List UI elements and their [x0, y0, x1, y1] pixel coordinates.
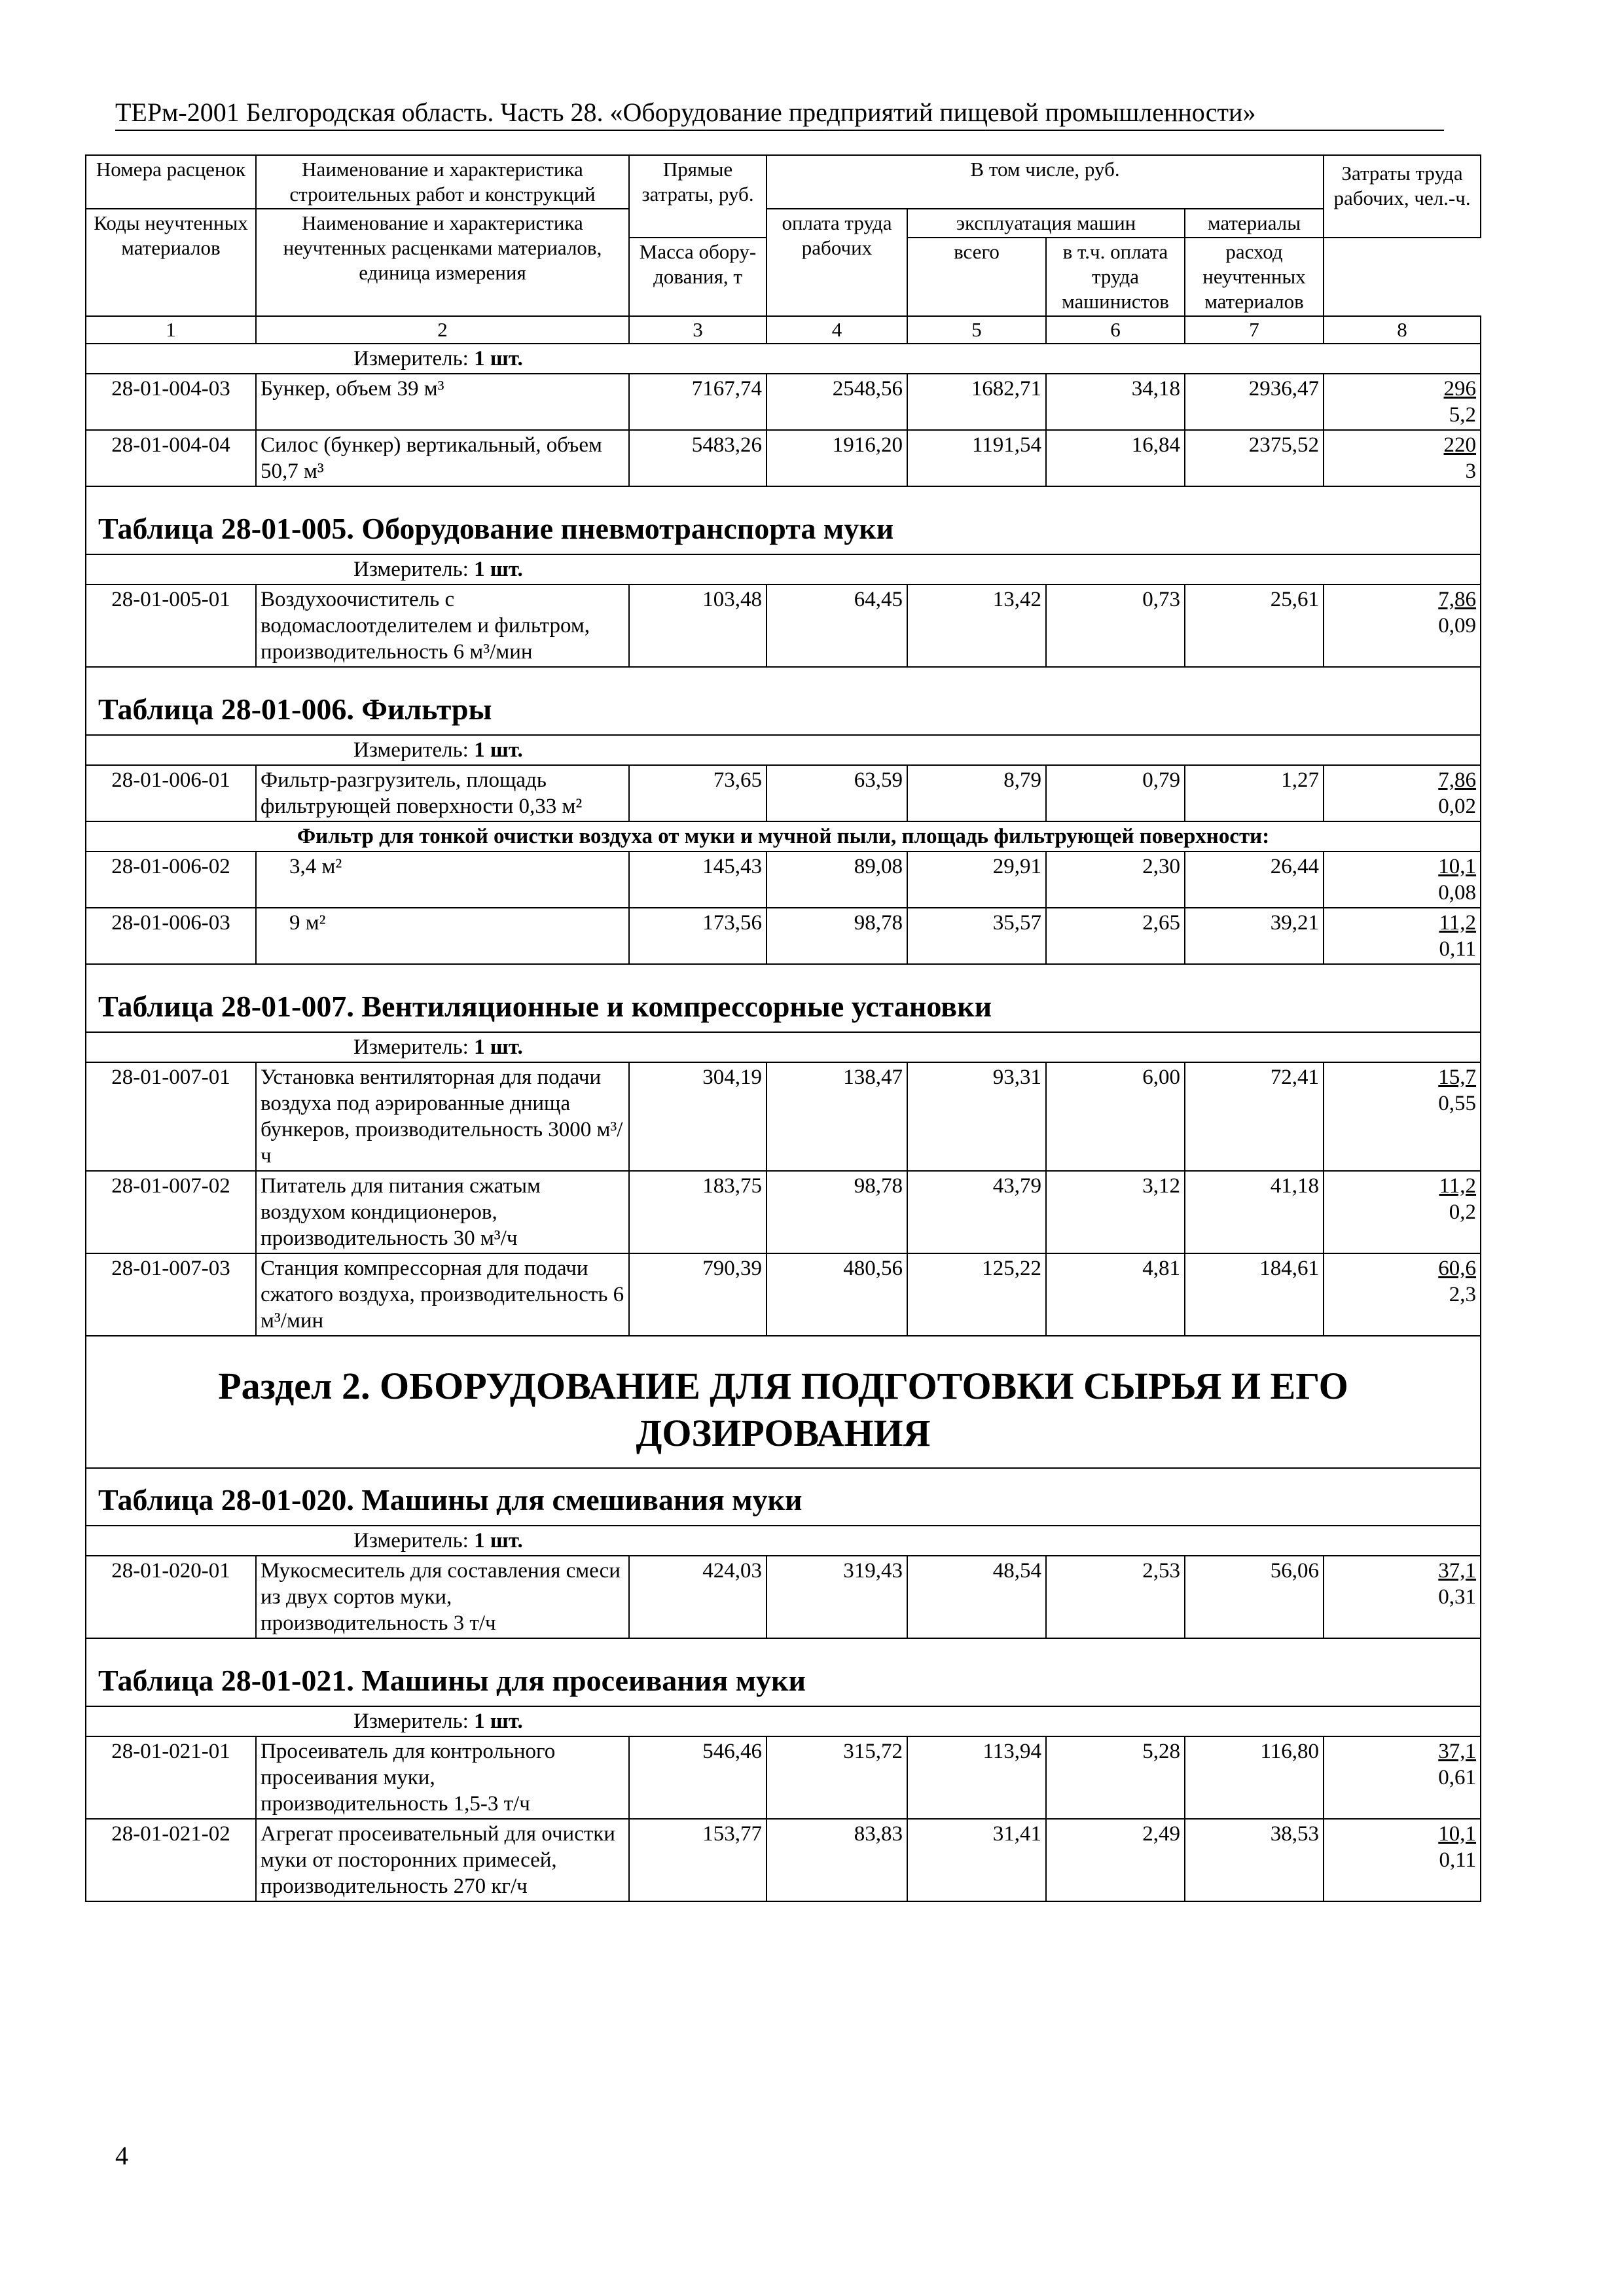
direct-costs: 103,48: [629, 584, 767, 667]
labor-hours: 7,86: [1438, 588, 1477, 611]
table-006: [86, 667, 1481, 765]
table-title: Таблица 28-01-005. Оборудование пневмотранспорта муки: [86, 486, 1481, 554]
materials-cost: 2936,47: [1185, 374, 1324, 430]
direct-costs: 7167,74: [629, 374, 767, 430]
equipment-mass: 0,2: [1449, 1200, 1477, 1224]
labor-hours-and-mass: [1324, 908, 1481, 964]
machines-cost: 43,79: [907, 1171, 1046, 1253]
measure-unit: 1 шт.: [474, 738, 523, 762]
page-number: 4: [115, 2141, 128, 2170]
column-number: 5: [907, 316, 1046, 344]
labor-cost: 64,45: [767, 584, 907, 667]
rate-code: 28-01-004-03: [86, 374, 256, 430]
rate-code: 28-01-021-02: [86, 1819, 256, 1901]
rate-name: Бункер, объем 39 м³: [256, 374, 629, 430]
labor-hours: 37,1: [1438, 1740, 1477, 1763]
header-rule: [115, 130, 1444, 131]
rate-name: Агрегат просеивательный для очистки муки от посторонних примесей, производительность 270 кг/ч: [256, 1819, 629, 1901]
direct-costs: 73,65: [629, 765, 767, 821]
machinists-cost: 3,12: [1046, 1171, 1185, 1253]
direct-costs: 424,03: [629, 1556, 767, 1638]
measure-row: [86, 1706, 1481, 1736]
direct-costs: 145,43: [629, 852, 767, 908]
measure-label: Измеритель:: [353, 1710, 475, 1733]
rate-code: 28-01-021-01: [86, 1736, 256, 1819]
labor-cost: 83,83: [767, 1819, 907, 1901]
measure-row: [86, 1526, 1481, 1556]
machines-cost: 13,42: [907, 584, 1046, 667]
equipment-mass: 0,09: [1438, 614, 1477, 637]
measure-unit: 1 шт.: [474, 1710, 523, 1733]
labor-cost: 2548,56: [767, 374, 907, 430]
machines-cost: 93,31: [907, 1062, 1046, 1171]
page-header: ТЕРм-2001 Белгородская область. Часть 28. «Оборудование предприятий пищевой промышленности»: [115, 98, 1256, 127]
labor-hours: 220: [1443, 433, 1477, 457]
table-title: Таблица 28-01-007. Вентиляционные и компрессорные установки: [86, 964, 1481, 1032]
rate-name: Установка вентиляторная для подачи воздуха под аэрированные днища бункеров, производительность 3000 м³/ч: [256, 1062, 629, 1171]
header-c6: в т.ч. оплата труда машинистов: [1046, 238, 1185, 316]
header-c8-bottom: Масса обору-дования, т: [629, 238, 767, 316]
table-row: [86, 1556, 1481, 1638]
rate-name: Мукосмеситель для составления смеси из двух сортов муки, производительность 3 т/ч: [256, 1556, 629, 1638]
materials-cost: 1,27: [1185, 765, 1324, 821]
machines-cost: 35,57: [907, 908, 1046, 964]
measure-unit: 1 шт.: [474, 1035, 523, 1059]
rate-name: Фильтр-разгрузитель, площадь фильтрующей поверхности 0,33 м²: [256, 765, 629, 821]
column-number: 1: [86, 316, 256, 344]
measure-label: Измеритель:: [353, 738, 475, 762]
rate-code: 28-01-005-01: [86, 584, 256, 667]
rate-code: 28-01-006-02: [86, 852, 256, 908]
machines-cost: 113,94: [907, 1736, 1046, 1819]
machines-cost: 31,41: [907, 1819, 1046, 1901]
column-number: 8: [1324, 316, 1481, 344]
header-group-incl: В том числе, руб.: [767, 155, 1324, 209]
measure-row: [86, 554, 1481, 584]
machines-cost: 29,91: [907, 852, 1046, 908]
labor-hours-and-mass: [1324, 1556, 1481, 1638]
labor-hours: 37,1: [1438, 1559, 1477, 1583]
rate-code: 28-01-006-01: [86, 765, 256, 821]
labor-hours-and-mass: [1324, 765, 1481, 821]
table-title: Таблица 28-01-006. Фильтры: [86, 667, 1481, 735]
section-title: Раздел 2. ОБОРУДОВАНИЕ ДЛЯ ПОДГОТОВКИ СЫРЬЯ И ЕГО ДОЗИРОВАНИЯ: [86, 1336, 1481, 1468]
table-005: [86, 486, 1481, 584]
labor-cost: 98,78: [767, 908, 907, 964]
labor-cost: 89,08: [767, 852, 907, 908]
labor-cost: 138,47: [767, 1062, 907, 1171]
labor-hours-and-mass: [1324, 374, 1481, 430]
labor-hours: 11,2: [1439, 911, 1477, 935]
rates-table-wrapper: [85, 154, 1480, 1902]
rate-name: Станция компрессорная для подачи сжатого воздуха, производительность 6 м³/мин: [256, 1253, 629, 1336]
machinists-cost: 4,81: [1046, 1253, 1185, 1336]
block-004: [86, 344, 1481, 486]
rate-code: 28-01-007-03: [86, 1253, 256, 1336]
table-row: [86, 1819, 1481, 1901]
labor-hours: 7,86: [1438, 768, 1477, 792]
equipment-mass: 5,2: [1449, 403, 1477, 427]
rate-code: 28-01-006-03: [86, 908, 256, 964]
column-number-row: [86, 316, 1481, 344]
machinists-cost: 2,49: [1046, 1819, 1185, 1901]
machines-cost: 8,79: [907, 765, 1046, 821]
materials-cost: 116,80: [1185, 1736, 1324, 1819]
equipment-mass: 0,61: [1438, 1766, 1477, 1789]
rate-code: 28-01-004-04: [86, 430, 256, 486]
rate-code: 28-01-020-01: [86, 1556, 256, 1638]
direct-costs: 153,77: [629, 1819, 767, 1901]
machinists-cost: 2,30: [1046, 852, 1185, 908]
labor-hours: 10,1: [1438, 855, 1477, 878]
machinists-cost: 34,18: [1046, 374, 1185, 430]
equipment-mass: 2,3: [1449, 1283, 1477, 1306]
equipment-mass: 3: [1465, 459, 1477, 483]
labor-hours: 60,6: [1438, 1257, 1477, 1280]
table-006-rows2: [86, 852, 1481, 964]
measure-unit: 1 шт.: [474, 347, 523, 370]
rate-name: Питатель для питания сжатым воздухом кондиционеров, производительность 30 м³/ч: [256, 1171, 629, 1253]
table-005-rows: [86, 584, 1481, 667]
table-021-rows: [86, 1736, 1481, 1901]
rate-name: 9 м²: [256, 908, 629, 964]
materials-cost: 41,18: [1185, 1171, 1324, 1253]
equipment-mass: 0,11: [1439, 937, 1477, 961]
rate-name: 3,4 м²: [256, 852, 629, 908]
table-title: Таблица 28-01-021. Машины для просеивания муки: [86, 1638, 1481, 1706]
table-007-rows: [86, 1062, 1481, 1336]
materials-cost: 25,61: [1185, 584, 1324, 667]
direct-costs: 5483,26: [629, 430, 767, 486]
labor-hours: 11,2: [1439, 1174, 1477, 1198]
rate-name: Силос (бункер) вертикальный, объем 50,7 м³: [256, 430, 629, 486]
equipment-mass: 0,08: [1438, 881, 1477, 905]
measure-row: [86, 1032, 1481, 1062]
labor-cost: 98,78: [767, 1171, 907, 1253]
measure-label: Измеритель:: [353, 347, 475, 370]
header-c3: Прямые затраты, руб.: [629, 155, 767, 238]
measure-row: [86, 735, 1481, 765]
rate-code: 28-01-007-01: [86, 1062, 256, 1171]
table-row: [86, 1062, 1481, 1171]
header-row-1: [86, 155, 1481, 209]
labor-hours: 15,7: [1438, 1066, 1477, 1089]
labor-hours-and-mass: [1324, 1736, 1481, 1819]
rate-name: Просеиватель для контрольного просеивания муки, производительность 1,5-3 т/ч: [256, 1736, 629, 1819]
machines-cost: 1191,54: [907, 430, 1046, 486]
labor-hours-and-mass: [1324, 1171, 1481, 1253]
machinists-cost: 5,28: [1046, 1736, 1185, 1819]
header-group-materials: материалы: [1185, 209, 1324, 238]
labor-hours: 296: [1443, 377, 1477, 401]
table-006-subheading: [86, 821, 1481, 852]
equipment-mass: 0,02: [1438, 795, 1477, 818]
table-row: [86, 765, 1481, 821]
equipment-mass: 0,11: [1439, 1848, 1477, 1872]
table-007: [86, 964, 1481, 1062]
materials-cost: 26,44: [1185, 852, 1324, 908]
header-c5: всего: [907, 238, 1046, 316]
header-row-2: [86, 209, 1481, 238]
measure-unit: 1 шт.: [474, 558, 523, 581]
materials-cost: 72,41: [1185, 1062, 1324, 1171]
header-group-machines: эксплуатация машин: [907, 209, 1185, 238]
table-row: [86, 374, 1481, 430]
table-006-rows: [86, 765, 1481, 821]
labor-hours-and-mass: [1324, 1253, 1481, 1336]
machines-cost: 48,54: [907, 1556, 1046, 1638]
labor-hours-and-mass: [1324, 430, 1481, 486]
table-row: [86, 430, 1481, 486]
measure-label: Измеритель:: [353, 1529, 475, 1552]
labor-hours-and-mass: [1324, 584, 1481, 667]
labor-cost: 315,72: [767, 1736, 907, 1819]
section-2: [86, 1336, 1481, 1556]
measure-unit: 1 шт.: [474, 1529, 523, 1552]
column-number: 7: [1185, 316, 1324, 344]
machinists-cost: 0,79: [1046, 765, 1185, 821]
rates-table: [85, 154, 1481, 1902]
equipment-mass: 0,31: [1438, 1585, 1477, 1609]
header-c2-top: Наименование и характеристика строительных работ и конструкций: [256, 155, 629, 209]
table-row: [86, 584, 1481, 667]
header-c4: оплата труда рабочих: [767, 209, 907, 316]
labor-hours: 10,1: [1438, 1822, 1477, 1846]
labor-cost: 319,43: [767, 1556, 907, 1638]
machinists-cost: 16,84: [1046, 430, 1185, 486]
rate-name: Воздухоочиститель с водомаслоотделителем и фильтром, производительность 6 м³/мин: [256, 584, 629, 667]
direct-costs: 546,46: [629, 1736, 767, 1819]
table-title: Таблица 28-01-020. Машины для смешивания муки: [86, 1468, 1481, 1526]
header-c7: расход неучтенных материалов: [1185, 238, 1324, 316]
table-021: [86, 1638, 1481, 1736]
measure-label: Измеритель:: [353, 1035, 475, 1059]
table-row: [86, 1171, 1481, 1253]
direct-costs: 790,39: [629, 1253, 767, 1336]
table-row: [86, 1736, 1481, 1819]
rate-code: 28-01-007-02: [86, 1171, 256, 1253]
direct-costs: 183,75: [629, 1171, 767, 1253]
measure-label: Измеритель:: [353, 558, 475, 581]
labor-cost: 63,59: [767, 765, 907, 821]
column-number: 3: [629, 316, 767, 344]
equipment-mass: 0,55: [1438, 1092, 1477, 1115]
machines-cost: 1682,71: [907, 374, 1046, 430]
direct-costs: 173,56: [629, 908, 767, 964]
machines-cost: 125,22: [907, 1253, 1046, 1336]
materials-cost: 56,06: [1185, 1556, 1324, 1638]
machinists-cost: 2,53: [1046, 1556, 1185, 1638]
table-row: [86, 908, 1481, 964]
column-number: 4: [767, 316, 907, 344]
machinists-cost: 0,73: [1046, 584, 1185, 667]
header-c2-bottom: Наименование и характеристика неучтенных расценками материалов, единица измерения: [256, 209, 629, 316]
materials-cost: 184,61: [1185, 1253, 1324, 1336]
materials-cost: 38,53: [1185, 1819, 1324, 1901]
column-number: 6: [1046, 316, 1185, 344]
labor-hours-and-mass: [1324, 1819, 1481, 1901]
labor-cost: 480,56: [767, 1253, 907, 1336]
direct-costs: 304,19: [629, 1062, 767, 1171]
labor-hours-and-mass: [1324, 1062, 1481, 1171]
labor-hours-and-mass: [1324, 852, 1481, 908]
table-row: [86, 1253, 1481, 1336]
column-number: 2: [256, 316, 629, 344]
materials-cost: 2375,52: [1185, 430, 1324, 486]
machinists-cost: 6,00: [1046, 1062, 1185, 1171]
table-row: [86, 852, 1481, 908]
header-c1-bottom: Коды неучтенных материалов: [86, 209, 256, 316]
header-c1-top: Номера расценок: [86, 155, 256, 209]
materials-cost: 39,21: [1185, 908, 1324, 964]
subheading: Фильтр для тонкой очистки воздуха от муки и мучной пыли, площадь фильтрующей поверхности:: [86, 821, 1481, 852]
table-020-rows: [86, 1556, 1481, 1638]
header-c8-top: Затраты труда рабочих, чел.-ч.: [1324, 155, 1481, 238]
machinists-cost: 2,65: [1046, 908, 1185, 964]
measure-row: [86, 344, 1481, 374]
labor-cost: 1916,20: [767, 430, 907, 486]
